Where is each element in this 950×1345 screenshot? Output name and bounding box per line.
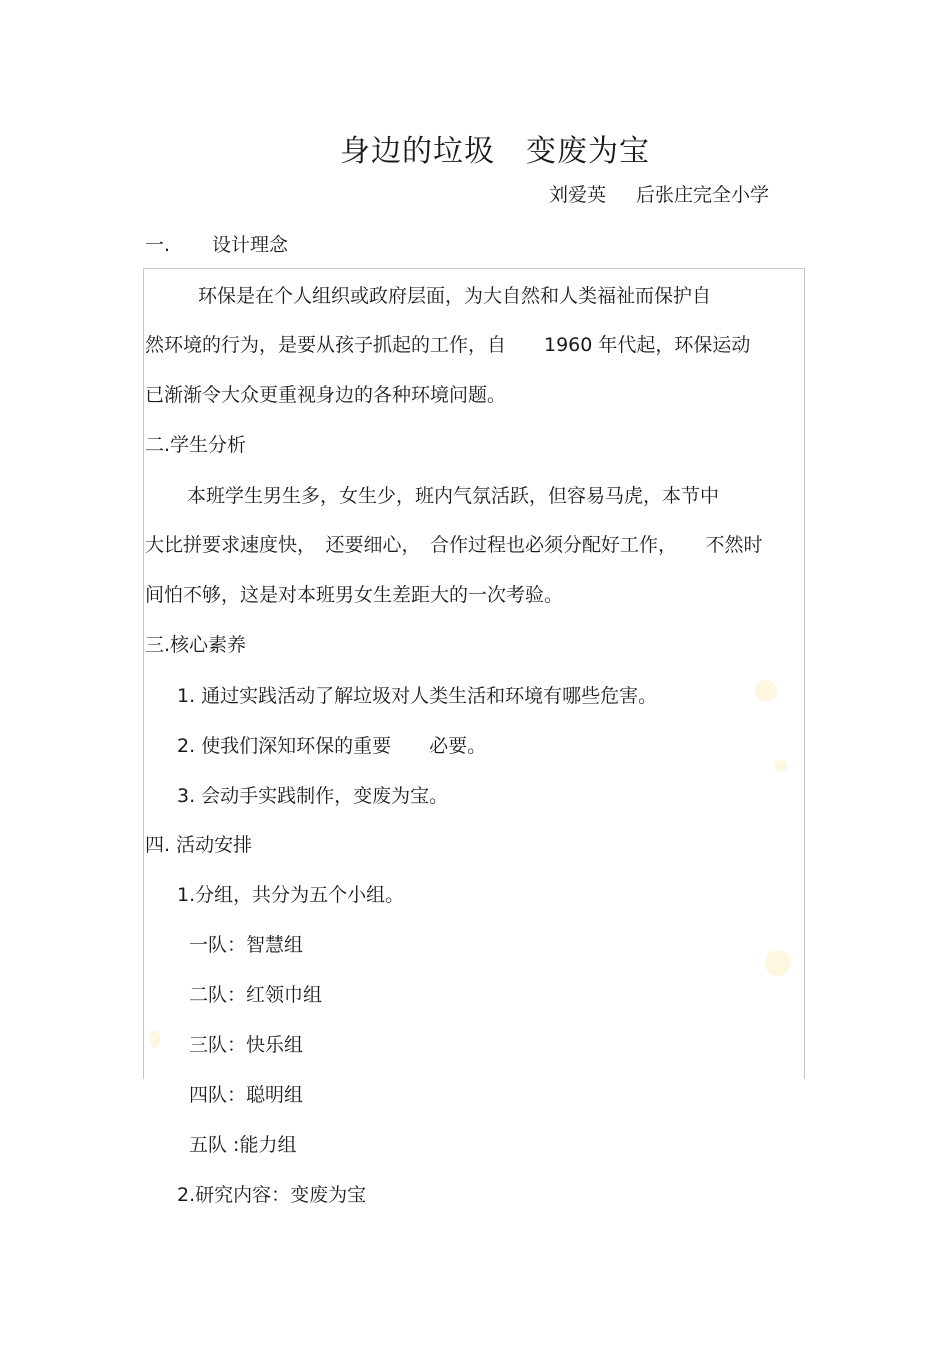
paragraph-line: 大比拼要求速度快， 还要细心， 合作过程也必须分配好工作， 不然时: [145, 534, 763, 556]
decor-spark: [755, 680, 777, 702]
paragraph-line: 然环境的行为，是要从孩子抓起的工作，自 1960 年代起，环保运动: [145, 334, 751, 356]
section-heading-2: 二.学生分析: [145, 434, 247, 456]
page-title: 身边的垃圾 变废为宝: [340, 134, 650, 169]
section-number: 一.: [145, 234, 171, 256]
section-heading-4: 四. 活动安排: [145, 834, 253, 856]
team-item: 四队：聪明组: [189, 1084, 304, 1106]
decor-spark: [150, 1030, 160, 1048]
paragraph-line: 已渐渐令大众更重视身边的各种环境问题。: [145, 384, 507, 406]
goal-item: 3. 会动手实践制作，变废为宝。: [177, 785, 449, 807]
team-item: 一队：智慧组: [189, 934, 304, 956]
author-school: 后张庄完全小学: [636, 184, 770, 206]
decor-spark: [765, 950, 791, 976]
team-item: 五队 :能力组: [189, 1134, 297, 1156]
section-heading-3: 三.核心素养: [145, 634, 247, 656]
grouping-line: 1.分组，共分为五个小组。: [177, 884, 405, 906]
paragraph-line: 环保是在个人组织或政府层面，为大自然和人类福祉而保护自: [198, 285, 712, 307]
section-heading-1: [145, 230, 288, 257]
goal-item: 2. 使我们深知环保的重要 必要。: [177, 735, 487, 757]
paragraph-line: 本班学生男生多，女生少，班内气氛活跃，但容易马虎，本节中: [187, 485, 720, 507]
goal-item: 1. 通过实践活动了解垃圾对人类生活和环境有哪些危害。: [177, 685, 658, 707]
author-line: [549, 180, 769, 207]
author-name: 刘爱英: [549, 184, 607, 206]
paragraph-line: 间怕不够，这是对本班男女生差距大的一次考验。: [145, 584, 564, 606]
team-item: 三队：快乐组: [189, 1034, 304, 1056]
team-item: 二队：红领巾组: [189, 984, 323, 1006]
research-line: 2.研究内容：变废为宝: [177, 1184, 367, 1206]
section-title: 设计理念: [212, 234, 289, 256]
decor-spark: [775, 760, 787, 772]
